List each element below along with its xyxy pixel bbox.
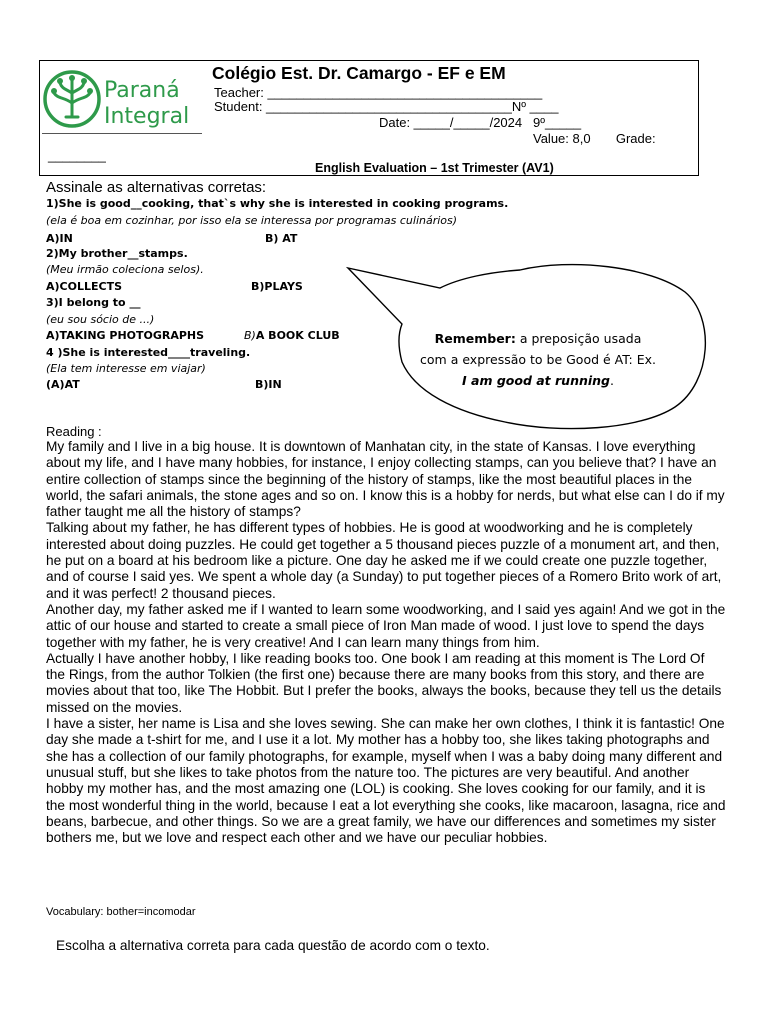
value-grade-line: Value: 8,0 Grade: <box>533 131 656 146</box>
question-1: 1)She is good__cooking, that`s why she is interested in cooking programs. <box>46 197 509 210</box>
q4-option-a: (A)AT <box>46 378 80 391</box>
question-3: 3)I belong to __ <box>46 296 141 309</box>
logo-line1: Paraná <box>104 78 180 103</box>
evaluation-title: English Evaluation – 1st Trimester (AV1) <box>315 161 554 175</box>
grade-blank: ________ <box>48 148 106 163</box>
question-4-translation: (Ela tem interesse em viajar) <box>46 362 206 375</box>
header-box <box>39 60 699 176</box>
remember-end: . <box>610 373 614 388</box>
q2-option-a: A)COLLECTS <box>46 280 122 293</box>
remember-note <box>420 328 656 391</box>
q3-option-a: A)TAKING PHOTOGRAPHS <box>46 329 205 342</box>
school-name: Colégio Est. Dr. Camargo - EF e EM <box>212 63 506 83</box>
parana-integral-logo <box>42 67 202 131</box>
second-instruction: Escolha a alternativa correta para cada questão de acordo com o texto. <box>56 938 490 953</box>
q3-option-b-text: A BOOK CLUB <box>255 329 340 342</box>
question-2-translation: (Meu irmão coleciona selos). <box>46 263 204 276</box>
reading-paragraph: I have a sister, her name is Lisa and she loves sewing. She can make her own clothes, I think it is fantastic! One day she made a t-shirt for me, and I use it a lot. My mother has a hobby too, she likes taking photographs and she has a collection of our family photographs, for example, myself when I was a baby doing many different and unusual stuff, but she likes to take photos from the nature too. The pictures are very beautiful. And another hobby my mother has, and the most amazing one (LOL) is cooking. She loves cooking for our family, and it is the most wonderful thing in the world, because I eat a lot everything she cooks, like macaroon, lasagna, rice and beans, barbecue, and other things. So we are a great family, we have our differences and sometimes my sister bothers me, but we love and respect each other and we have our peculiar hobbies. <box>46 716 726 846</box>
q4-option-b: B)IN <box>255 378 282 391</box>
exercise-instruction: Assinale as alternativas corretas: <box>46 179 267 196</box>
logo-divider <box>42 133 202 134</box>
question-2: 2)My brother__stamps. <box>46 247 188 260</box>
question-1-translation: (ela é boa em cozinhar, por isso ela se interessa por programas culinários) <box>46 214 458 227</box>
logo-line2: Integral <box>104 104 190 129</box>
q3-option-b-prefix: B) <box>244 329 256 342</box>
reading-paragraph: Another day, my father asked me if I wanted to learn some woodworking, and I said yes again! And we got in the attic of our house and started to create a small piece of Iron Man made of wood. I just love to spend the days together with my father, he is very creative! And I can learn many things from him. <box>46 601 726 650</box>
remember-text: a preposição usada com a expressão to be Good é AT: Ex. <box>420 331 656 367</box>
tree-icon <box>45 72 99 126</box>
q2-option-b: B)PLAYS <box>251 280 303 293</box>
q1-option-b: B) AT <box>265 232 298 245</box>
reading-paragraph: Actually I have another hobby, I like reading books too. One book I am reading at this moment is The Lord Of the Rings, from the author Tolkien (the first one) because there are many books from this story, and there are movies about that too, like The Hobbit. But I prefer the books, always the books, because they tell us the details missed on the movies. <box>46 650 722 715</box>
remember-example: I am good at running <box>462 373 610 388</box>
vocabulary-note: Vocabulary: bother=incomodar <box>46 906 196 918</box>
reading-paragraph: Talking about my father, he has different types of hobbies. He is good at woodworking and he is completely interested about doing puzzles. He could get together a 5 thousand pieces puzzle of a monument art, and then, he put on a board at his bedroom like a picture. One day he asked me if we could create one puzzle together, and of course I said yes. We spent a whole day (a Sunday) to put together pieces of a Romero Brito work of art, and it was perfect! 2 thousand pieces. <box>46 520 722 601</box>
reading-label: Reading : <box>46 424 102 439</box>
teacher-line: Teacher: ______________________________________ <box>214 85 543 100</box>
reading-paragraph: My family and I live in a big house. It is downtown of Manhatan city, in the state of Kansas. I love everything about my life, and I have many hobbies, for instance, I enjoy collecting stamps, can you believe that? I have an entire collection of stamps since the beginning of the history of stamps, like the most beautiful places in the world, the safari animals, the stone ages and so on. I know this is a hobby for nerds, but what else can I do if my father taught me all the history of stamps? <box>46 439 725 520</box>
reading-text <box>46 439 726 846</box>
date-line: Date: _____/_____/2024 9º_____ <box>379 115 582 130</box>
question-3-translation: (eu sou sócio de ...) <box>46 313 155 326</box>
remember-label: Remember: <box>434 331 516 346</box>
student-line: Student: __________________________________Nº ____ <box>214 99 559 114</box>
q1-option-a: A)IN <box>46 232 73 245</box>
question-4: 4 )She is interested____traveling. <box>46 346 251 359</box>
q3-option-b <box>244 329 340 342</box>
